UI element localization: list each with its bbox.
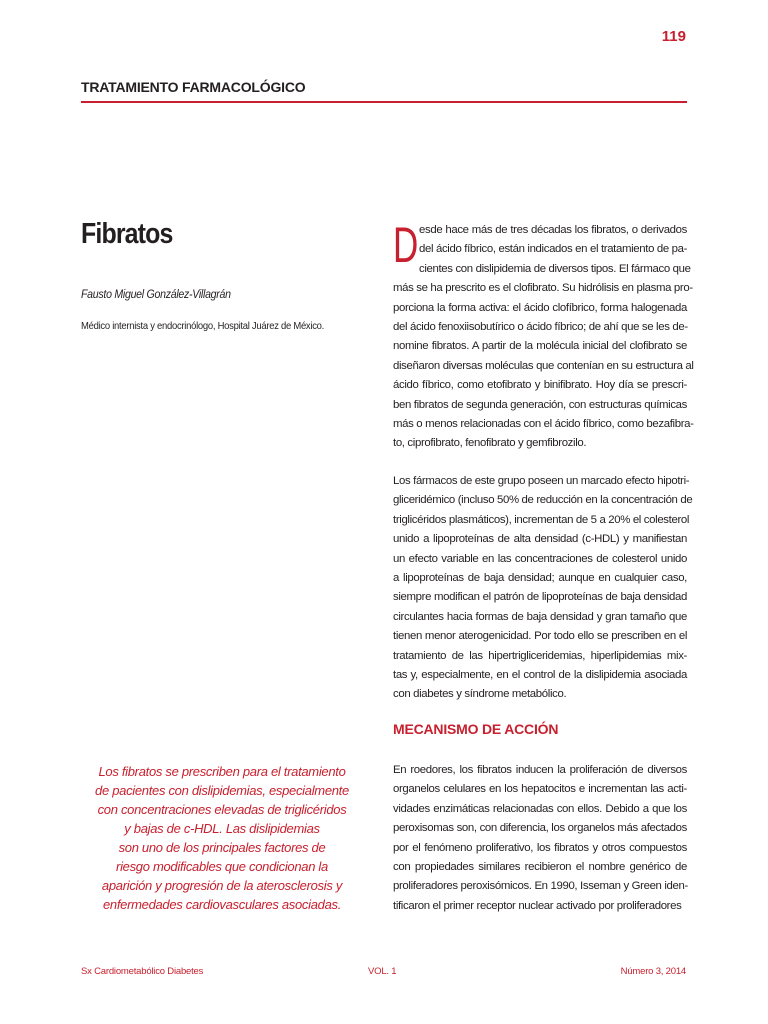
text-line: circulantes hacia formas de baja densidad y gran tamaño que [393,610,687,623]
section-header: TRATAMIENTO FARMACOLÓGICO [81,79,306,95]
text-line: triglicéridos plasmáticos), incrementan de 5 a 20% el colesterol [393,513,690,526]
text-line: del ácido fíbrico, están indicados en el tratamiento de pa- [419,243,688,256]
pull-quote-line: riesgo modificables que condicionan la [116,859,328,874]
text-line: vidades enzimáticas relacionadas con ellos. Debido a que los [393,802,687,815]
pull-quote-line: Los fibratos se prescriben para el tratamiento [98,764,346,779]
footer-issue: Número 3, 2014 [620,966,686,977]
text-line: por el fenómeno proliferativo, los fibratos y otros compuestos [393,841,687,854]
author-name: Fausto Miguel González-Villagrán [81,289,231,301]
footer-journal: Sx Cardiometabólico Diabetes [81,966,204,977]
text-line: tas y, especialmente, en el control de la dislipidemia asociada [393,669,687,682]
text-line: más o menos relacionadas con el ácido fíbrico, como bezafibra- [393,418,694,431]
text-line: to, ciprofibrato, fenofibrato y gemfibrozilo. [393,437,587,450]
text-line: ácido fíbrico, como etofibrato y binifibrato. Hoy día se prescri- [393,379,687,392]
body-paragraph-3 [393,761,687,916]
pull-quote-line: con concentraciones elevadas de triglicéridos [97,802,347,817]
pull-quote-line: aparición y progresión de la aterosclerosis y [101,878,343,893]
text-line: con diabetes y síndrome metabólico. [393,688,567,701]
text-line: gliceridémico (incluso 50% de reducción en la concentración de [393,494,693,507]
text-line: ben fibratos de segunda generación, con estructuras químicas [393,398,687,411]
text-line: En roedores, los fibratos inducen la proliferación de diversos [393,764,687,776]
text-line: a lipoproteínas de baja densidad; aunque en cualquier caso, [393,572,687,585]
drop-cap: D [393,217,419,273]
pull-quote-line: son uno de los principales factores de [118,840,326,855]
text-line: porciona la forma activa: el ácido clofíbrico, forma halogenada [393,301,687,314]
text-line: del ácido fenoxiisobutírico o ácido fíbrico; de ahí que se les de- [393,321,688,334]
text-line: Los fármacos de este grupo poseen un marcado efecto hipotri- [393,475,690,487]
body-paragraph-1 [393,217,694,454]
pull-quote-line: de pacientes con dislipidemias, especialmente [95,783,349,798]
body-paragraph-2 [393,472,693,705]
text-line: proliferadores peroxisómicos. En 1990, Isseman y Green iden- [393,880,688,893]
text-line: más se ha prescrito es el clofibrato. Su hidrólisis en plasma pro- [393,282,693,295]
text-line: tratamiento de las hipertrigliceridemias, hiperlipidemias mix- [393,649,687,662]
header-rule [81,101,687,103]
page-number: 119 [661,28,686,45]
section-subheading: MECANISMO DE ACCIÓN [393,721,559,737]
footer-volume: VOL. 1 [368,966,397,977]
author-affiliation: Médico internista y endocrinólogo, Hospital Juárez de México. [81,320,325,332]
pull-quote-line: y bajas de c-HDL. Las dislipidemias [124,821,320,836]
pull-quote [81,762,363,914]
text-line: con propiedades similares recibieron el nombre genérico de [393,861,687,874]
text-line: un efecto variable en las concentraciones de colesterol unido [393,552,687,565]
text-line: cientes con dislipidemia de diversos tipos. El fármaco que [419,262,691,275]
text-line: esde hace más de tres décadas los fibratos, o derivados [419,224,687,236]
article-title: Fibratos [81,218,173,250]
text-line: tificaron el primer receptor nuclear activado por proliferadores [393,899,682,912]
text-line: organelos celulares en los hepatocitos e incrementan las acti- [393,783,687,796]
text-line: diseñaron diversas moléculas que contenían en su estructura al [393,359,694,372]
text-line: unido a lipoproteínas de alta densidad (c-HDL) y manifiestan [393,533,687,546]
text-line: siempre modifican el patrón de lipoproteínas de baja densidad [393,591,687,604]
text-line: tienen menor aterogenicidad. Por todo ello se prescriben en el [393,630,687,643]
text-line: peroxisomas son, con diferencia, los organelos más afectados [393,822,687,835]
text-line: nomine fibratos. A partir de la molécula inicial del clofibrato se [393,340,687,353]
pull-quote-line: enfermedades cardiovasculares asociadas. [102,897,342,912]
